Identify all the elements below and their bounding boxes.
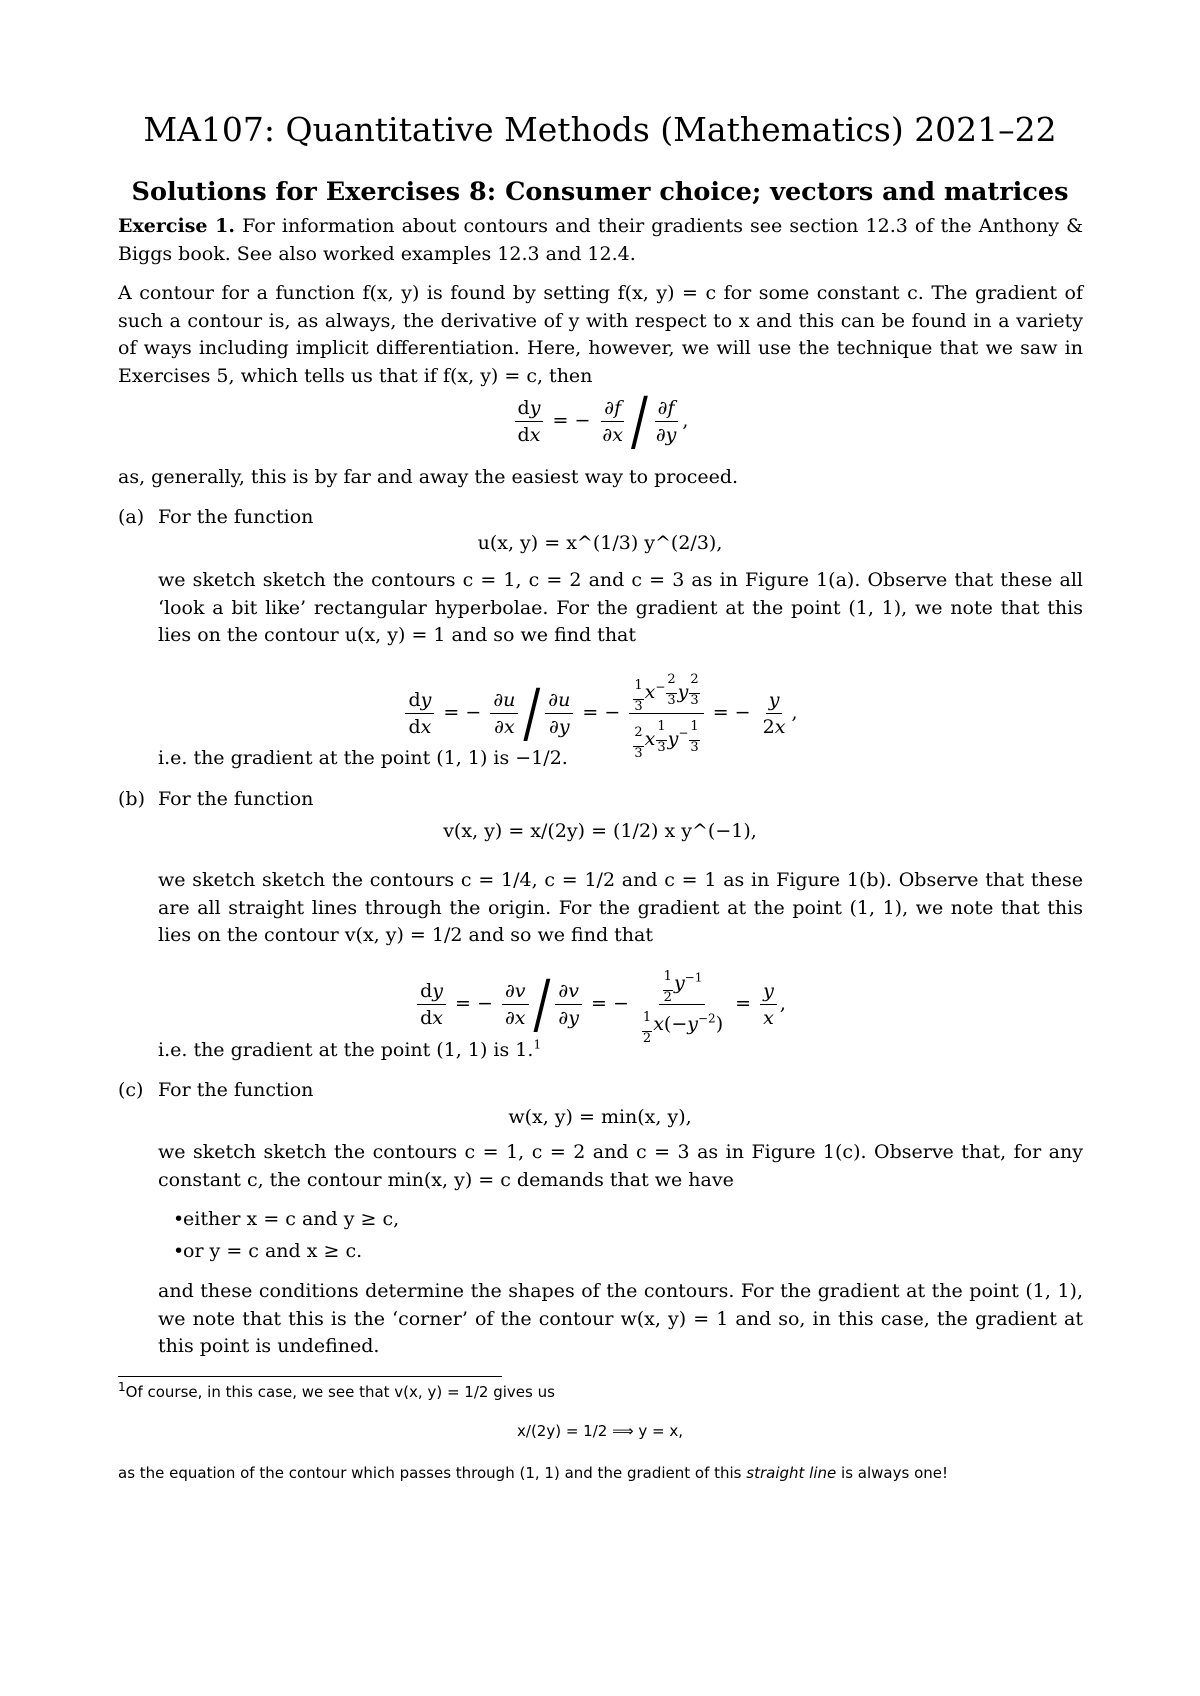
part-c-closing: and these conditions determine the shapes of the contours. For the gradient at the point (1, 1), we note that this is the ‘corner’ of the contour w(x, y) = 1 and so, in this case, the gradient at this point is undefined. [158,1280,1083,1357]
part-a-conclusion: i.e. the gradient at the point (1, 1) is −1/2. [158,747,568,769]
bullet-item [173,1238,363,1266]
function-v [0,818,1200,846]
footnote-line-1-text: Of course, in this case, we see that v(x, y) = 1/2 gives us [125,1383,555,1401]
function-w-text: w(x, y) = min(x, y), [508,1106,692,1128]
footnote-rule [118,1376,502,1377]
function-v-text: v(x, y) = x/(2y) = (1/2) x y^(−1), [443,820,757,842]
footnote-line-2a: as the equation of the contour which passes through (1, 1) and the gradient of this [118,1464,742,1482]
equation-gradient-formula: $\frac{dy}{dx}$ = − $\frac{\partial f}{\partial x}$ / $\frac{\partial f}{\partial y}$ , [0,395,1200,448]
function-u-text: u(x, y) = x^(1/3) y^(2/3), [477,532,723,554]
footnote-reference[interactable]: 1 [533,1037,542,1052]
footnote-mark: 1 [118,1380,126,1394]
footnote-line-2b: is always one! [841,1464,949,1482]
exercise-1-intro [118,213,1083,268]
bullet-icon: • [173,1240,185,1262]
part-c-lead: For the function [158,1079,314,1101]
footnote-equation-text: x/(2y) = 1/2 ⟹ y = x, [517,1422,683,1440]
easiest-way-sentence: as, generally, this is by far and away the easiest way to proceed. [118,466,739,488]
bullet-text-2: or y = c and x ≥ c. [183,1240,363,1262]
bullet-text-1: either x = c and y ≥ c, [183,1208,400,1230]
contour-definition-paragraph: A contour for a function f(x, y) is found by setting f(x, y) = c for some constant c. The gradient of such a contour is, as always, the derivative of y with respect to x and this can be found in a variety of ways including implicit differentiation. Here, however, we will use the technique that we saw in Exercises 5, which tells us that if f(x, y) = c, then [118,282,1083,387]
function-u [0,530,1200,558]
function-w [0,1104,1200,1132]
part-c-text: we sketch sketch the contours c = 1, c = 2 and c = 3 as in Figure 1(c). Observe that, for any constant c, the contour min(x, y) = c demands that we have [158,1141,1083,1191]
part-a-text: we sketch sketch the contours c = 1, c = 2 and c = 3 as in Figure 1(a). Observe that these all ‘look a bit like’ rectangular hyperbolae. For the gradient at the point (1, 1), we note that this lies on the contour u(x, y) = 1 and so we find that [158,569,1083,646]
part-b-lead: For the function [158,788,314,810]
footnote-equation [0,1420,1200,1442]
exercise-1-intro-text: For information about contours and their gradients see section 12.3 of the Anthony & Biggs book. See also worked examples 12.3 and 12.4. [118,215,1083,265]
exercise-1-heading: Exercise 1. [118,215,235,237]
part-a-label: (a) [118,506,145,528]
footnote-line-1 [118,1381,555,1403]
part-b-conclusion-text: i.e. the gradient at the point (1, 1) is 1. [158,1039,534,1061]
footnote-line-2 [118,1462,948,1484]
document-subtitle: Solutions for Exercises 8: Consumer choice; vectors and matrices [131,177,1069,207]
footnote-emphasis: straight line [746,1464,837,1482]
bullet-item [173,1206,400,1234]
part-b-text: we sketch sketch the contours c = 1/4, c = 1/2 and c = 1 as in Figure 1(b). Observe that these are all straight lines through the origin. For the gradient at the point (1, 1), we note that this lies on the contour v(x, y) = 1/2 and so we find that [158,869,1083,946]
part-a-lead: For the function [158,506,314,528]
bullet-icon: • [173,1208,185,1230]
equation-u-gradient: $\frac{dy}{dx}$ = − $\frac{\partial u}{\partial x}$ / $\frac{\partial u}{\partial y}$ = − $\frac{1}{3}$ $x^{- \frac{2}{3}}$ y $^{\frac{2}{3}}$ $\frac{2}{3}$ x $^{\frac{1}{3}}$ $y^{- \frac{1}{3}}$ = − $\frac{y}{2x}$ , [0,667,1200,760]
document-title: MA107: Quantitative Methods (Mathematics) 2021–22 [143,110,1057,149]
part-b-conclusion [158,1037,1083,1065]
equation-v-gradient: $\frac{dy}{dx}$ = − $\frac{\partial v}{\partial x}$ / $\frac{\partial v}{\partial y}$ = − $\frac{1}{2}$ $y^{-1}$ $\frac{1}{2}$ $x(-y^{-2})$ = $\frac{y}{x}$ , [0,964,1200,1045]
part-c-label: (c) [118,1079,144,1101]
part-b-label: (b) [118,788,145,810]
